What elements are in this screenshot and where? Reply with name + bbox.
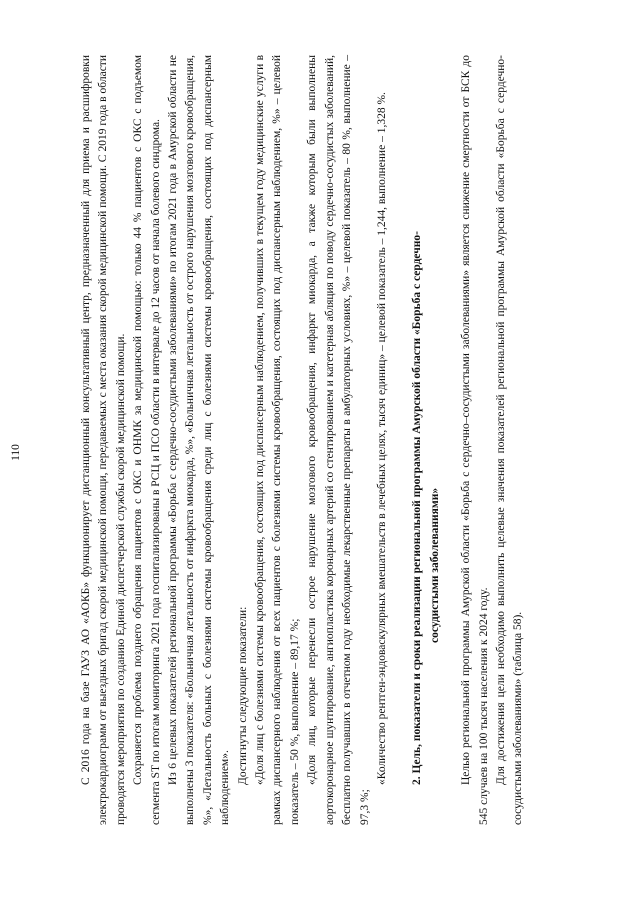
page-number: 110 bbox=[10, 444, 22, 461]
section-heading bbox=[409, 55, 444, 825]
section-heading-line2: сосудистыми заболеваниями» bbox=[428, 487, 441, 643]
paragraph-target-indicators: Из 6 целевых показателей региональной программы «Борьба с сердечно-сосудистыми заболеваниями» по итогам 2021 года в Амурской области не выполнены 3 показателя: «Больничная летальность от инфаркта миокарда, %», «Больничная летальность от острого нарушения мозгового кровообращения, %», «Летальность больных с болезнями системы кровообращения среди лиц с болезнями системы кровообращения, состоящих под диспансерным наблюдением». bbox=[167, 55, 232, 825]
paragraph-late-appeal: Сохраняется проблема позднего обращения пациентов с ОКС и ОНМК за медицинской помощью: только 44 % пациентов с ОКС с подъемом сегмента ST по итогам мониторинга 2021 года госпитализированы в РСЦ и ПСО области в интервале до 12 часов от начала болевого синдрома. bbox=[132, 55, 162, 825]
document-body bbox=[78, 55, 528, 825]
paragraph-achieved-intro: Достигнуты следующие показатели: bbox=[236, 606, 249, 785]
paragraph-indicator-dispensary: «Доля лиц с болезнями системы кровообращения, состоящих под диспансерным наблюдением, получивших в текущем году медицинские услуги в рамках диспансерного наблюдения от всех пациентов с болезнями системы кровообращения, состоящих под диспансерным наблюдением, %» – целевой показатель – 50 %, выполнение – 89,17 %; bbox=[254, 55, 301, 825]
paragraph-goal: Целью региональной программы Амурской области «Борьба с сердечно–сосудистыми заболеваниями» является снижение смертности от БСК до 545 случаев на 100 тысяч населения к 2024 году. bbox=[460, 55, 490, 825]
section-heading-line1: 2. Цель, показатели и сроки реализации региональной программы Амурской области «Борьба с сердечно- bbox=[411, 231, 424, 785]
paragraph-indicator-drugs: «Доля лиц, которые перенесли острое нарушение мозгового кровообращения, инфаркт миокарда, а также которым были выполнены аортокоронарное шунтирование, ангиопластика коронарных артерий со стентированием и катетерная абляция по поводу сердечно-сосудистых заболеваний, бесплатно получавших в отчетном году необходимые лекарственные препараты в амбулаторных условиях, %» – целевой показатель – 80 %, выполнение – 97,3 %; bbox=[306, 55, 371, 825]
paragraph-consult-center: С 2016 года на базе ГАУЗ АО «АОКБ» функционирует дистанционный консультативный центр, предназначенный для приема и расшифровки электрокардиограмм от выездных бригад скорой медицинской помощи, передаваемых с места оказания скорой медицинской помощи. С 2019 года в области проводятся мероприятия по созданию Единой диспетчерской службы скорой медицинской помощи. bbox=[80, 55, 127, 825]
paragraph-achievement: Для достижения цели необходимо выполнить целевые значения показателей региональной программы Амурской области «Борьба с сердечно-сосудистыми заболеваниями» (таблица 58). bbox=[494, 55, 525, 825]
paragraph-indicator-endovascular: «Количество рентген-эндоваскулярных вмешательств в лечебных целях, тысяч единиц» – целевой показатель – 1,244, выполнение – 1,328 %. bbox=[375, 92, 388, 785]
